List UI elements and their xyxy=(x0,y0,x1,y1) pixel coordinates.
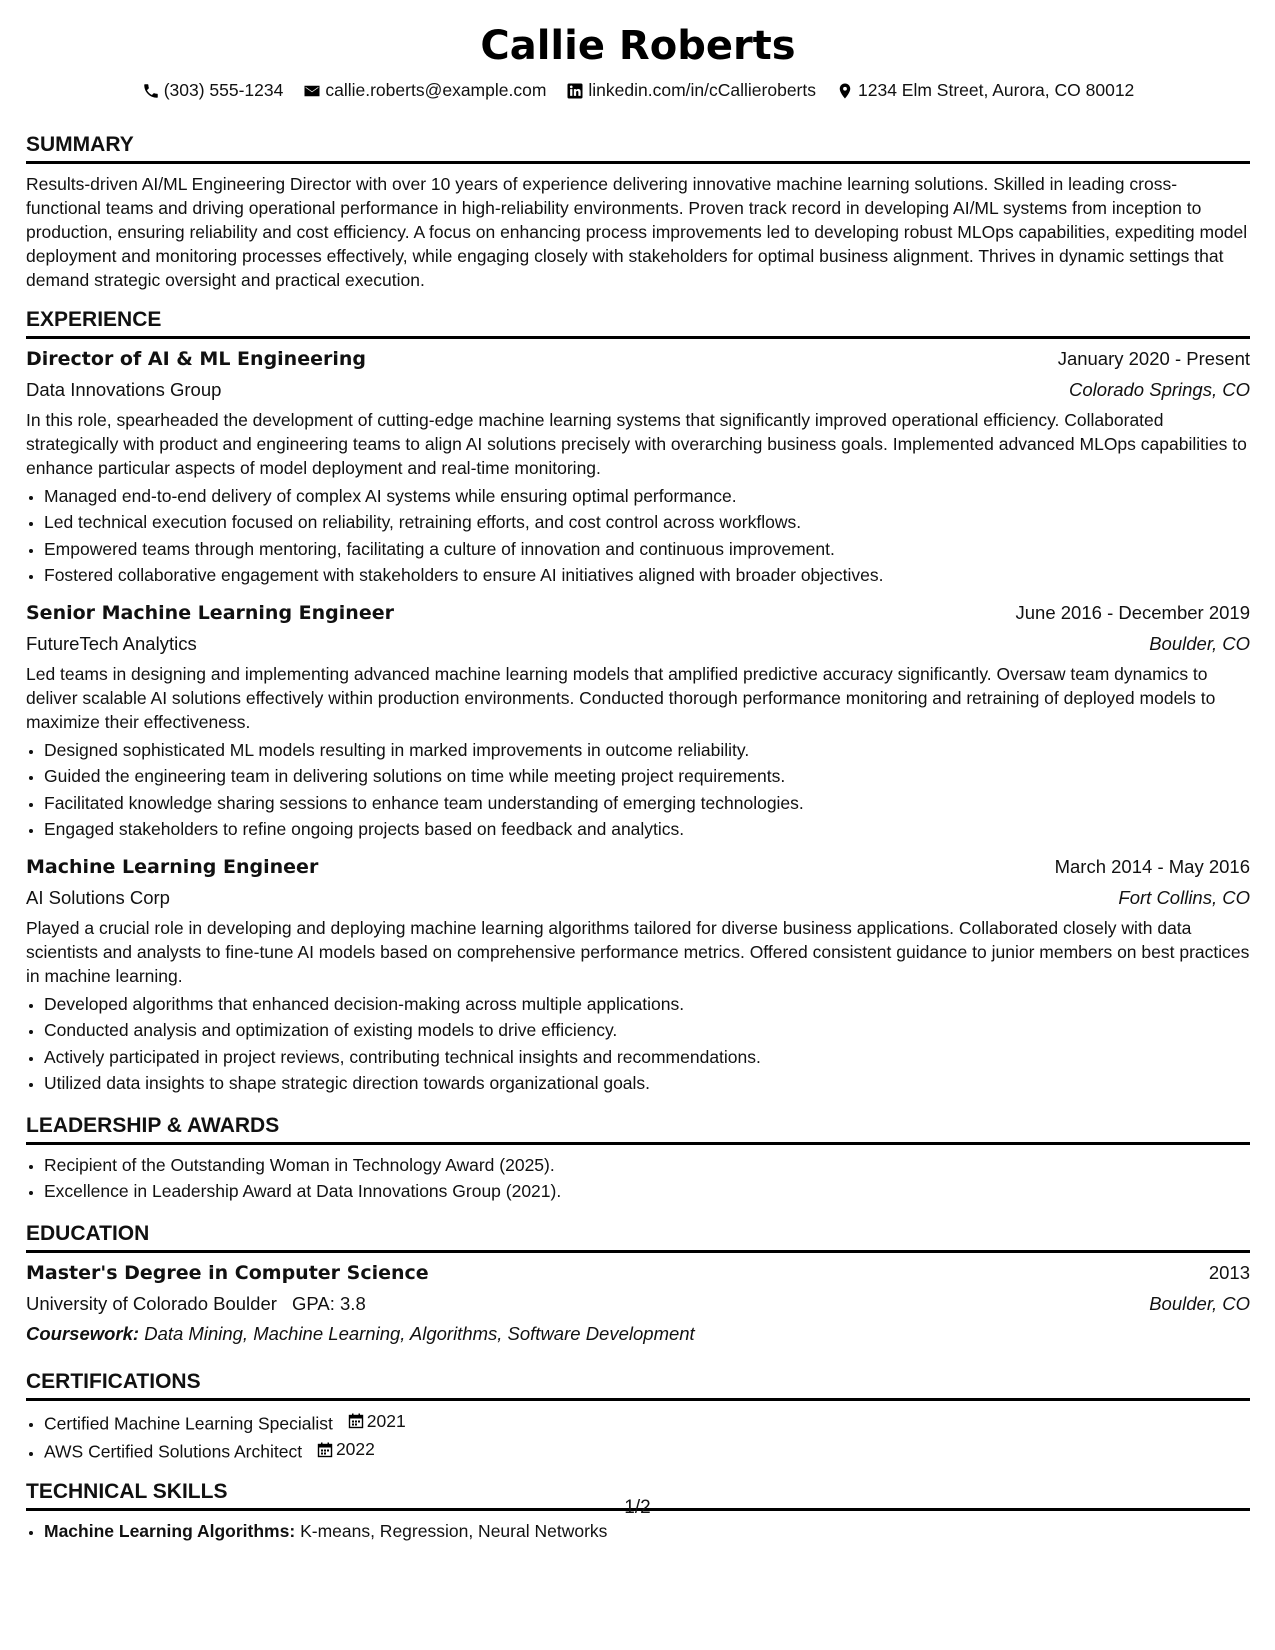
email-link[interactable]: callie.roberts@example.com xyxy=(325,80,547,101)
school-location: Boulder, CO xyxy=(1149,1292,1250,1314)
section-title-certifications: CERTIFICATIONS xyxy=(26,1369,1250,1401)
section-title-education: EDUCATION xyxy=(26,1221,1250,1253)
calendar-icon xyxy=(348,1413,364,1429)
list-item xyxy=(44,1408,1250,1437)
job-dates: March 2014 - May 2016 xyxy=(1054,855,1250,877)
map-pin-icon xyxy=(836,82,854,100)
job-dates: June 2016 - December 2019 xyxy=(1015,601,1250,623)
gpa: GPA: 3.8 xyxy=(292,1292,366,1314)
resume-page xyxy=(26,16,1250,1545)
section-title-summary: SUMMARY xyxy=(26,132,1250,164)
job-title: Senior Machine Learning Engineer xyxy=(26,601,394,624)
page-number: 1/2 xyxy=(624,1497,651,1518)
calendar-icon xyxy=(317,1442,333,1458)
coursework-list: Data Mining, Machine Learning, Algorithms, Software Development xyxy=(144,1322,695,1344)
education-section xyxy=(26,1221,1250,1349)
school-name: University of Colorado Boulder xyxy=(26,1292,277,1314)
list-item: • Utilized data insights to shape strategic direction towards organizational goals. xyxy=(44,1070,1250,1097)
section-title-skills: TECHNICAL SKILLS xyxy=(26,1479,1250,1511)
job-location: Fort Collins, CO xyxy=(1118,886,1250,908)
leadership-section xyxy=(26,1113,1250,1205)
list-item xyxy=(44,1518,1250,1545)
graduation-year: 2013 xyxy=(1208,1261,1250,1283)
list-item: • Engaged stakeholders to refine ongoing projects based on feedback and analytics. xyxy=(44,816,1250,843)
list-item: • Actively participated in project reviews, contributing technical insights and recommendations. xyxy=(44,1044,1250,1071)
job-bullets xyxy=(26,991,1250,1097)
job-bullets xyxy=(26,737,1250,843)
cert-year: 2021 xyxy=(366,1410,406,1431)
job-company: Data Innovations Group xyxy=(26,378,222,400)
contact-bar xyxy=(26,76,1250,106)
job-description: Played a crucial role in developing and deploying machine learning algorithms tailored for diverse business applications. Collaborated closely with data scientists and analysts to fine-tune AI models based on comprehensive performance metrics. Offered consistent guidance to junior members on best practices in machine learning. xyxy=(26,917,1250,986)
certifications-section xyxy=(26,1369,1250,1466)
summary-text: Results-driven AI/ML Engineering Director with over 10 years of experience delivering innovative machine learning solutions. Skilled in leading cross-functional teams and driving operational performance in high-reliability environments. Proven track record in developing AI/ML systems from inception to production, ensuring reliability and cost efficiency. A focus on enhancing process improvements led to developing robust MLOps capabilities, expediting model deployment and monitoring processes effectively, while engaging closely with stakeholders for optimal business alignment. Thrives in dynamic settings that demand strategic oversight and practical execution. xyxy=(26,174,1248,290)
list-item: • Facilitated knowledge sharing sessions to enhance team understanding of emerging technologies. xyxy=(44,790,1250,817)
contact-email[interactable] xyxy=(303,79,546,103)
linkedin-icon xyxy=(566,82,584,100)
linkedin-link[interactable]: linkedin.com/in/cCallieroberts xyxy=(588,80,817,101)
cert-name: AWS Certified Solutions Architect xyxy=(44,1441,303,1462)
summary-section xyxy=(26,132,1250,293)
cert-date xyxy=(317,1436,375,1463)
list-item: • Developed algorithms that enhanced decision-making across multiple applications. xyxy=(44,991,1250,1018)
job-bullets xyxy=(26,483,1250,589)
phone-icon xyxy=(142,82,160,100)
skill-values: K-means, Regression, Neural Networks xyxy=(300,1521,608,1542)
list-item: • Designed sophisticated ML models resulting in marked improvements in outcome reliability. xyxy=(44,737,1250,764)
job-company: FutureTech Analytics xyxy=(26,632,197,654)
cert-year: 2022 xyxy=(335,1439,375,1460)
list-item: • Recipient of the Outstanding Woman in Technology Award (2025). xyxy=(44,1152,1250,1179)
list-item xyxy=(44,1436,1250,1465)
candidate-name: Callie Roberts xyxy=(480,23,796,69)
list-item: • Excellence in Leadership Award at Data Innovations Group (2021). xyxy=(44,1178,1250,1205)
coursework-line xyxy=(26,1319,1250,1349)
job-title: Director of AI & ML Engineering xyxy=(26,347,366,370)
cert-date xyxy=(348,1408,406,1435)
job-description: In this role, spearheaded the development of cutting-edge machine learning systems that significantly improved operational efficiency. Collaborated strategically with product and engineering teams to align AI solutions precisely with overarching business goals. Implemented advanced MLOps capabilities to enhance particular aspects of model deployment and real-time monitoring. xyxy=(26,409,1247,478)
cert-name: Certified Machine Learning Specialist xyxy=(44,1412,333,1433)
section-title-experience: EXPERIENCE xyxy=(26,307,1250,339)
job-company: AI Solutions Corp xyxy=(26,886,170,908)
contact-phone xyxy=(142,79,284,103)
skills-list xyxy=(26,1518,1250,1545)
school-line xyxy=(26,1289,366,1319)
address-text: 1234 Elm Street, Aurora, CO 80012 xyxy=(858,80,1135,101)
list-item: • Fostered collaborative engagement with stakeholders to ensure AI initiatives aligned with broader objectives. xyxy=(44,562,1250,589)
job-location: Boulder, CO xyxy=(1149,632,1250,654)
list-item: • Conducted analysis and optimization of existing models to drive efficiency. xyxy=(44,1017,1250,1044)
job-entry xyxy=(26,343,1250,589)
list-item: • Guided the engineering team in delivering solutions on time while meeting project requirements. xyxy=(44,763,1250,790)
skill-category: Machine Learning Algorithms: xyxy=(44,1521,296,1542)
phone-number: (303) 555-1234 xyxy=(163,80,284,101)
list-item: • Led technical execution focused on reliability, retraining efforts, and cost control across workflows. xyxy=(44,509,1250,536)
experience-section xyxy=(26,307,1250,1097)
coursework-label: Coursework: xyxy=(26,1322,140,1344)
job-description: Led teams in designing and implementing advanced machine learning models that amplified predictive accuracy significantly. Oversaw team dynamics to deliver scalable AI solutions effectively within production environments. Conducted thorough performance monitoring and retraining of deployed models to maximize their effectiveness. xyxy=(26,663,1216,732)
degree-title: Master's Degree in Computer Science xyxy=(26,1261,429,1284)
leadership-list xyxy=(26,1152,1250,1205)
section-title-leadership: LEADERSHIP & AWARDS xyxy=(26,1113,1250,1145)
job-entry xyxy=(26,851,1250,1097)
envelope-icon xyxy=(303,82,321,100)
job-title: Machine Learning Engineer xyxy=(26,855,319,878)
list-item: • Managed end-to-end delivery of complex AI systems while ensuring optimal performance. xyxy=(44,483,1250,510)
list-item: • Empowered teams through mentoring, facilitating a culture of innovation and continuous improvement. xyxy=(44,536,1250,563)
contact-address xyxy=(836,79,1134,103)
job-location: Colorado Springs, CO xyxy=(1069,378,1250,400)
job-dates: January 2020 - Present xyxy=(1057,347,1250,369)
job-entry xyxy=(26,597,1250,843)
contact-linkedin[interactable] xyxy=(566,79,816,103)
certifications-list xyxy=(26,1408,1250,1466)
